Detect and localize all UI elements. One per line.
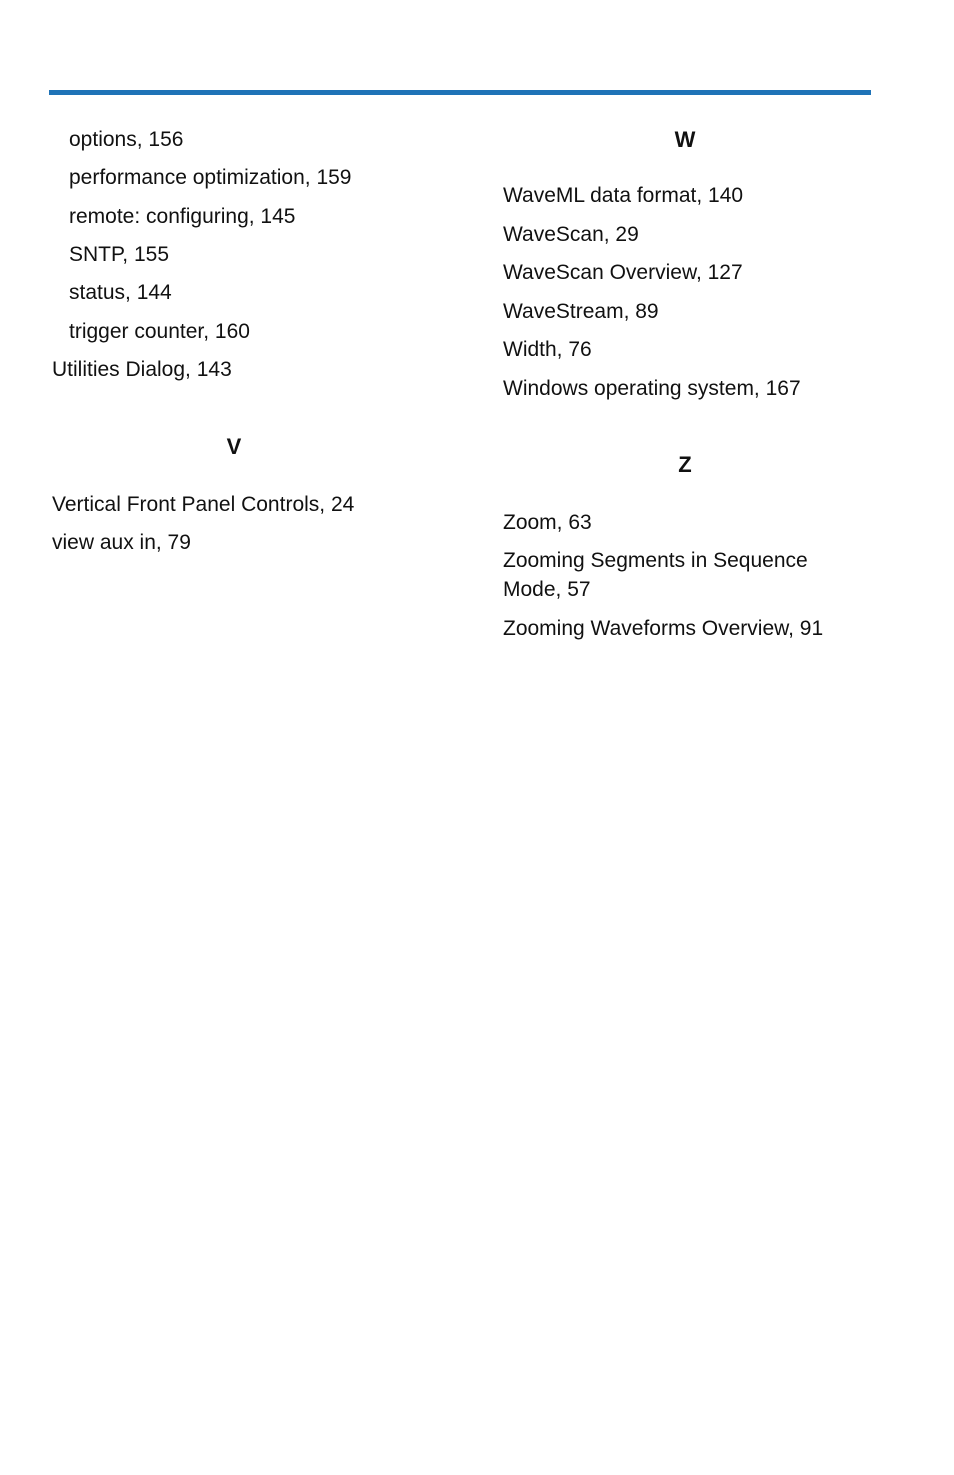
index-entry[interactable]: WaveScan Overview, 127 [503,261,743,284]
index-subentry[interactable]: performance optimization, 159 [69,166,352,189]
section-letter-z: Z [678,452,692,477]
index-subentry[interactable]: remote: configuring, 145 [69,205,296,228]
index-entry[interactable]: WaveStream, 89 [503,300,659,323]
index-subentry[interactable]: options, 156 [69,128,184,151]
index-entry[interactable]: WaveScan, 29 [503,223,639,246]
header-rule [49,90,871,95]
index-subentry[interactable]: trigger counter, 160 [69,320,250,343]
section-letter-w: W [674,127,696,152]
index-entry[interactable]: Windows operating system, 167 [503,377,801,400]
index-entry[interactable]: Zooming Waveforms Overview, 91 [503,617,824,640]
index-subentry[interactable]: status, 144 [69,281,172,304]
index-entry[interactable]: Vertical Front Panel Controls, 24 [52,493,355,516]
index-entry[interactable]: view aux in, 79 [52,531,191,554]
index-subentry[interactable]: SNTP, 155 [69,243,170,266]
index-entry[interactable]: Width, 76 [503,338,592,361]
index-entry[interactable]: Utilities Dialog, 143 [52,358,232,381]
index-entry[interactable]: Zooming Segments in Sequence Mode, 57 [503,549,808,601]
index-entry[interactable]: WaveML data format, 140 [503,184,744,207]
section-letter-v: V [226,434,242,459]
index-entry[interactable]: Zoom, 63 [503,511,592,534]
